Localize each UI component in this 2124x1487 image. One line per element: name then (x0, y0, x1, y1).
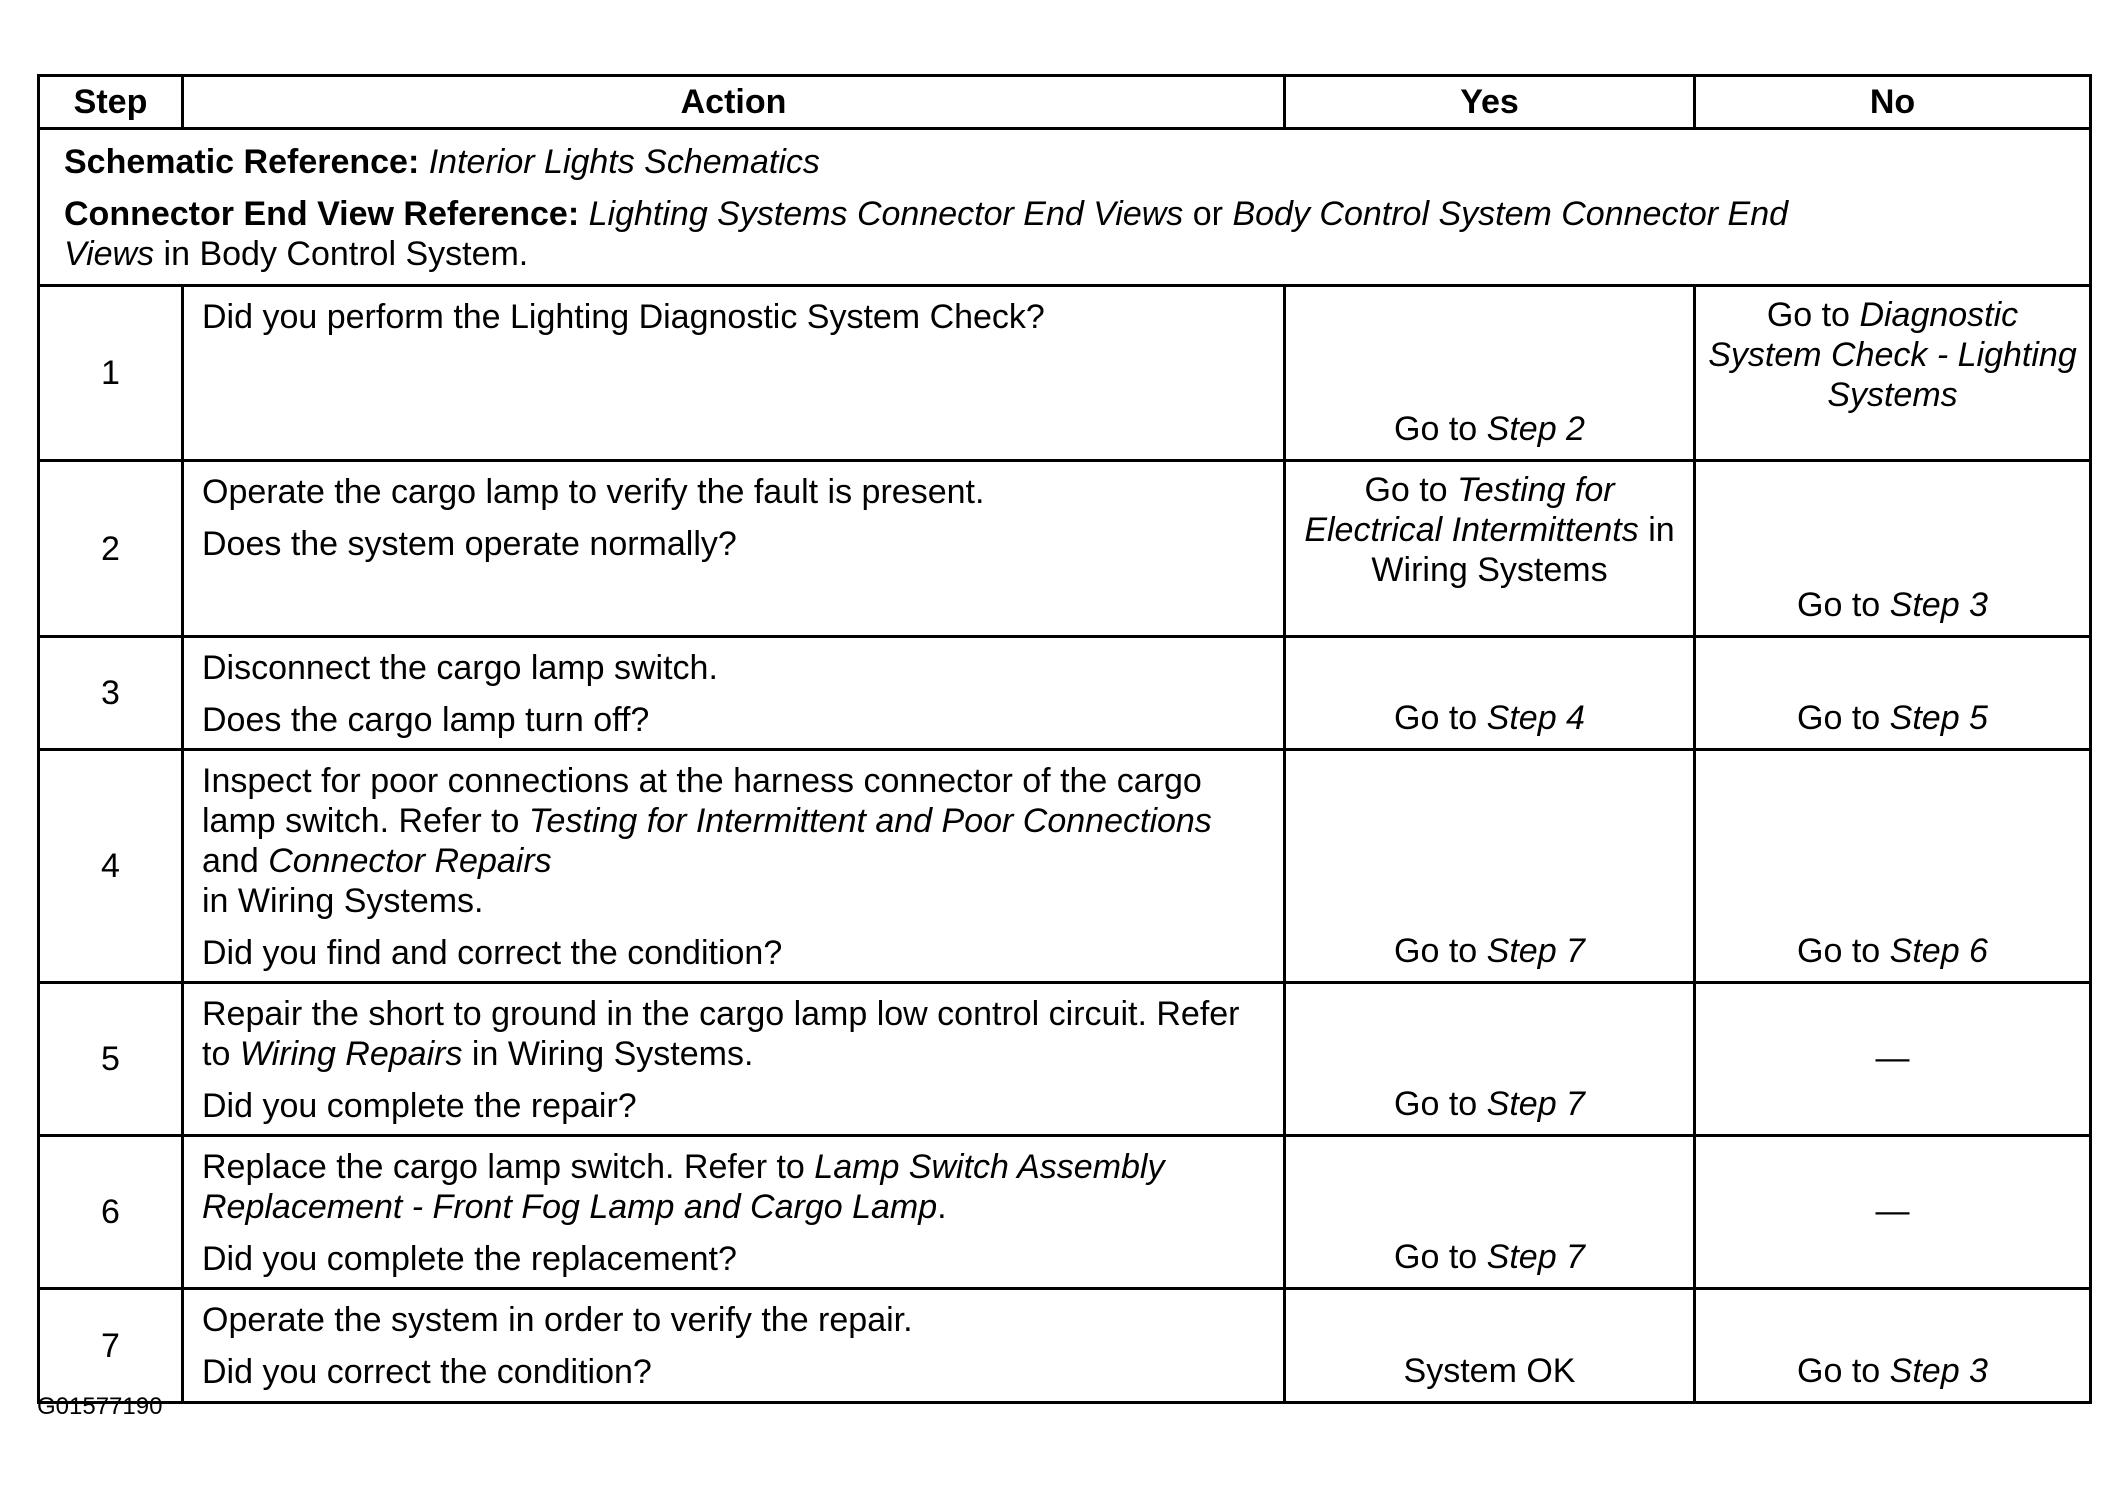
reference-cell (39, 129, 2091, 286)
yes-cell[interactable] (1285, 983, 1695, 1136)
schematic-label: Schematic Reference: (64, 143, 420, 181)
step-number: 5 (39, 983, 183, 1136)
yes-cell[interactable] (1285, 461, 1695, 637)
schematic-reference (64, 142, 2065, 182)
connector-or: or (1192, 195, 1223, 233)
action-ref-link[interactable]: Lamp Switch Assembly Replacement - Front Fog Lamp and Cargo Lamp (202, 1148, 1165, 1226)
action-text: Did you perform the Lighting Diagnostic System Check? (202, 298, 1045, 336)
figure-id: G01577190 (37, 1393, 163, 1420)
action-and: and (202, 842, 259, 880)
action-cell (183, 461, 1285, 637)
header-no: No (1695, 76, 2091, 129)
yes-step-link[interactable]: Step 4 (1486, 699, 1585, 737)
action-post: in Wiring Systems. (202, 882, 484, 920)
step-number: 3 (39, 637, 183, 750)
go-to-label: Go to (1797, 1352, 1881, 1390)
header-action: Action (183, 76, 1285, 129)
no-cell: — (1695, 1136, 2091, 1289)
yes-step-link[interactable]: Step 7 (1486, 1085, 1585, 1123)
connector-label: Connector End View Reference: (64, 195, 580, 233)
no-step-link[interactable]: Step 3 (1889, 1352, 1988, 1390)
go-to-label: Go to (1394, 1085, 1478, 1123)
action-pre: Repair the short to ground in the cargo lamp low control circuit. Refer to (202, 995, 1240, 1073)
yes-cell[interactable] (1285, 286, 1695, 461)
table-row (39, 286, 2091, 461)
action-pre: Inspect for poor connections at the harness connector of the cargo lamp switch. Refer to (202, 762, 1202, 840)
yes-step-link[interactable]: Step 7 (1486, 1238, 1585, 1276)
step-number: 7 (39, 1289, 183, 1403)
reference-row (39, 129, 2091, 286)
go-to-label: Go to (1394, 410, 1478, 448)
action-post: in Wiring Systems. (471, 1035, 754, 1073)
yes-suffix: in Wiring Systems (1371, 511, 1675, 589)
action-cell (183, 750, 1285, 983)
yes-target-link[interactable]: Testing for Electrical Intermittents (1304, 471, 1639, 549)
diagnostic-table (37, 74, 2092, 1404)
action-text (202, 1147, 1265, 1227)
action-question: Did you correct the condition? (202, 1353, 652, 1391)
header-yes: Yes (1285, 76, 1695, 129)
no-step-link[interactable]: Step 6 (1889, 932, 1988, 970)
go-to-label: Go to (1797, 932, 1881, 970)
connector-suffix: in Body Control System. (163, 235, 529, 273)
header-step: Step (39, 76, 183, 129)
action-text: Operate the cargo lamp to verify the fault is present. (202, 473, 985, 511)
no-cell[interactable] (1695, 286, 2091, 461)
action-text (202, 994, 1265, 1074)
no-cell[interactable] (1695, 637, 2091, 750)
step-number: 6 (39, 1136, 183, 1289)
table-row (39, 983, 2091, 1136)
step-number: 2 (39, 461, 183, 637)
go-to-label: Go to (1394, 699, 1478, 737)
go-to-label: Go to (1394, 932, 1478, 970)
no-cell: — (1695, 983, 2091, 1136)
no-step-link[interactable]: Step 5 (1889, 699, 1988, 737)
go-to-label: Go to (1766, 296, 1850, 334)
go-to-label: Go to (1394, 1238, 1478, 1276)
action-cell (183, 983, 1285, 1136)
action-pre: Replace the cargo lamp switch. Refer to (202, 1148, 805, 1186)
step-number: 1 (39, 286, 183, 461)
table-row (39, 1136, 2091, 1289)
action-question: Does the cargo lamp turn off? (202, 701, 650, 739)
action-question: Does the system operate normally? (202, 525, 737, 563)
no-cell[interactable] (1695, 461, 2091, 637)
yes-cell[interactable] (1285, 750, 1695, 983)
connector-link-lighting[interactable]: Lighting Systems Connector End Views (588, 195, 1184, 233)
no-cell[interactable] (1695, 1289, 2091, 1403)
step-number: 4 (39, 750, 183, 983)
action-text (202, 761, 1212, 921)
yes-cell: System OK (1285, 1289, 1695, 1403)
action-question: Did you complete the repair? (202, 1087, 637, 1125)
table-row (39, 461, 2091, 637)
go-to-label: Go to (1364, 471, 1448, 509)
no-target-link[interactable]: Diagnostic System Check - Lighting Systems (1708, 296, 2077, 414)
table-row (39, 1289, 2091, 1403)
yes-cell[interactable] (1285, 1136, 1695, 1289)
action-ref-link[interactable]: Testing for Intermittent and Poor Connections (528, 802, 1212, 840)
yes-step-link[interactable]: Step 2 (1486, 410, 1585, 448)
action-cell (183, 286, 1285, 461)
go-to-label: Go to (1797, 699, 1881, 737)
schematic-link[interactable]: Interior Lights Schematics (428, 143, 820, 181)
connector-reference (64, 194, 1884, 274)
action-ref-link[interactable]: Connector Repairs (268, 842, 552, 880)
action-post: . (937, 1188, 947, 1226)
action-text: Operate the system in order to verify the repair. (202, 1301, 913, 1339)
go-to-label: Go to (1797, 586, 1881, 624)
action-cell (183, 637, 1285, 750)
action-text: Disconnect the cargo lamp switch. (202, 649, 718, 687)
action-question: Did you find and correct the condition? (202, 934, 783, 972)
header-row (39, 76, 2091, 129)
yes-step-link[interactable]: Step 7 (1486, 932, 1585, 970)
table-row (39, 750, 2091, 983)
table-row (39, 637, 2091, 750)
action-ref-link[interactable]: Wiring Repairs (239, 1035, 463, 1073)
connector-link-body-control[interactable]: Body Control System Connector End Views (64, 195, 1789, 273)
action-question: Did you complete the replacement? (202, 1240, 737, 1278)
action-cell (183, 1289, 1285, 1403)
action-cell (183, 1136, 1285, 1289)
yes-cell[interactable] (1285, 637, 1695, 750)
no-cell[interactable] (1695, 750, 2091, 983)
no-step-link[interactable]: Step 3 (1889, 586, 1988, 624)
